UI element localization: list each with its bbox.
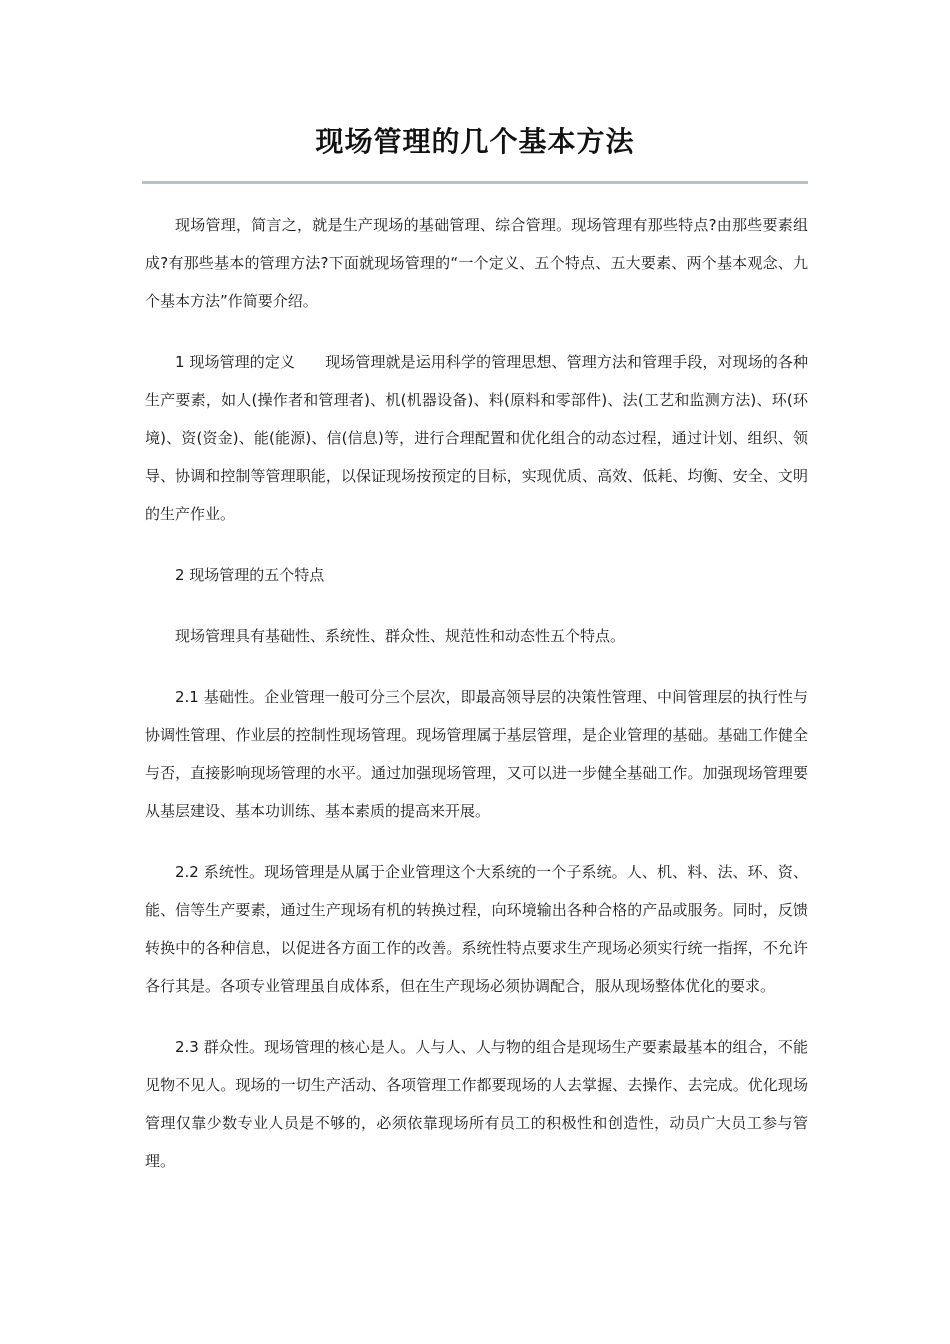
- document-title: 现场管理的几个基本方法: [315, 125, 635, 158]
- definition-paragraph: 1 现场管理的定义 现场管理就是运用科学的管理思想、管理方法和管理手段，对现场的各种生产要素，如人(操作者和管理者)、机(机器设备)、料(原料和零部件)、法(工艺和监测方法)、环(环境)、资(资金)、能(能源)、信(信息)等，进行合理配置和优化组合的动态过程，通过计划、组织、领导、协调和控制等管理职能，以保证现场按预定的目标，实现优质、高效、低耗、均衡、安全、文明的生产作业。: [145, 353, 808, 523]
- feature-systematic-paragraph: 2.2 系统性。现场管理是从属于企业管理这个大系统的一个子系统。人、机、料、法、环、资、能、信等生产要素，通过生产现场有机的转换过程，向环境输出各种合格的产品或服务。同时，反馈转换中的各种信息，以促进各方面工作的改善。系统性特点要求生产现场必须实行统一指挥，不允许各行其是。各项专业管理虽自成体系，但在生产现场必须协调配合，服从现场整体优化的要求。: [145, 863, 808, 995]
- document-body: [145, 206, 808, 1203]
- feature-basic-paragraph: 2.1 基础性。企业管理一般可分三个层次，即最高领导层的决策性管理、中间管理层的执行性与协调性管理、作业层的控制性现场管理。现场管理属于基层管理，是企业管理的基础。基础工作健全与否，直接影响现场管理的水平。通过加强现场管理，又可以进一步健全基础工作。加强现场管理要从基层建设、基本功训练、基本素质的提高来开展。: [145, 688, 808, 820]
- section-heading-five-features: 2 现场管理的五个特点: [175, 566, 325, 584]
- intro-paragraph: 现场管理，简言之，就是生产现场的基础管理、综合管理。现场管理有那些特点?由那些要素组成?有那些基本的管理方法?下面就现场管理的“一个定义、五个特点、五大要素、两个基本观念、九个基本方法”作简要介绍。: [145, 216, 808, 310]
- five-features-summary: 现场管理具有基础性、系统性、群众性、规范性和动态性五个特点。: [175, 627, 626, 645]
- feature-mass-paragraph: 2.3 群众性。现场管理的核心是人。人与人、人与物的组合是现场生产要素最基本的组合，不能见物不见人。现场的一切生产活动、各项管理工作都要现场的人去掌握、去操作、去完成。优化现场管理仅靠少数专业人员是不够的，必须依靠现场所有员工的积极性和创造性，动员广大员工参与管理。: [145, 1038, 808, 1170]
- title-divider: [142, 181, 808, 184]
